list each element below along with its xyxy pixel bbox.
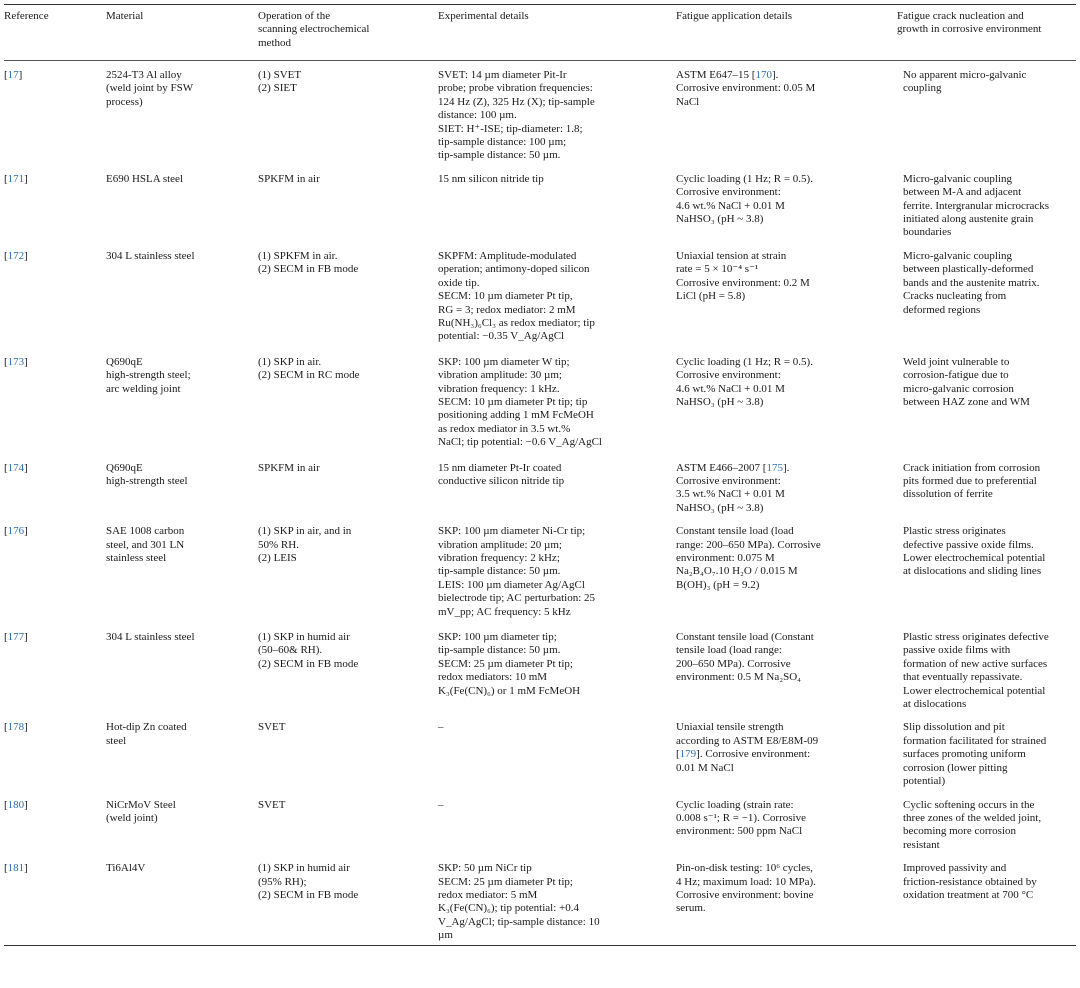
cell-line: micro-galvanic corrosion xyxy=(903,382,1014,395)
cell-line: Ru(NH₃)₆Cl₃ as redox mediator; tip xyxy=(438,316,595,329)
cell-line: distance: 100 µm. xyxy=(438,109,517,122)
cell-line: redox mediators: 10 mM xyxy=(438,671,548,684)
cell-line: (95% RH); xyxy=(258,875,307,888)
reference-line: [17] xyxy=(4,69,23,81)
operation-cell xyxy=(258,519,438,625)
cell-line: Slip dissolution and pit xyxy=(903,721,1005,734)
cell-line: ferrite. Intergranular microcracks xyxy=(903,199,1050,212)
experimental-cell xyxy=(438,715,676,792)
reference-line: [173] xyxy=(4,355,28,368)
header-crack: Fatigue crack nucleation and growth in corrosive environment xyxy=(897,10,1042,36)
cell-line: tip-sample distance: 50 µm. xyxy=(438,565,561,578)
cell-line: 0.01 M NaCl xyxy=(676,761,734,774)
cell-line: vibration amplitude: 30 µm; xyxy=(438,369,562,382)
cell-line: 3.5 wt.% NaCl + 0.01 M xyxy=(676,488,785,501)
cell-line: environment: 500 ppm NaCl xyxy=(676,825,803,838)
cell-line: µm xyxy=(438,929,453,942)
reference-line: [181] xyxy=(4,862,28,875)
cell-line: 304 L stainless steel xyxy=(106,631,195,644)
experimental-cell xyxy=(438,519,676,625)
table-row xyxy=(4,244,1076,350)
reference-link[interactable]: 17 xyxy=(7,69,19,81)
cell-line: Uniaxial tension at strain xyxy=(676,249,787,262)
crack-cell xyxy=(897,793,1076,857)
crack-cell xyxy=(897,244,1076,350)
operation-cell xyxy=(258,350,438,456)
cell-line: initiated along austenite grain xyxy=(903,213,1034,226)
cell-line: (2) SECM in FB mode xyxy=(258,263,359,276)
cell-line: – xyxy=(438,798,444,811)
material-cell xyxy=(106,244,258,350)
cell-line: K₃(Fe(CN)₆); tip potential: +0.4 xyxy=(438,902,579,915)
experimental-cell xyxy=(438,61,676,167)
reference-link[interactable]: 173 xyxy=(7,355,25,368)
cell-line: defective passive oxide films. xyxy=(903,538,1034,551)
cell-line: Constant tensile load (Constant xyxy=(676,631,814,644)
cell-line: between plastically-deformed xyxy=(903,263,1034,276)
material-cell xyxy=(106,856,258,945)
cell-line: steel xyxy=(106,734,127,747)
reference-cell xyxy=(4,350,106,456)
cell-line: 15 nm diameter Pt-Ir coated xyxy=(438,461,562,474)
reference-link[interactable]: 177 xyxy=(7,631,25,644)
cell-line: (50–60& RH). xyxy=(258,644,323,657)
cell-line: arc welding joint xyxy=(106,382,181,395)
cell-line: SPKFM in air xyxy=(258,172,320,185)
cell-line: K₃(Fe(CN)₆) or 1 mM FcMeOH xyxy=(438,684,581,697)
cell-line: high-strength steel; xyxy=(106,369,191,382)
cell-line: NaHSO₃ (pH ~ 3.8) xyxy=(676,501,764,514)
table-row xyxy=(4,856,1076,945)
cell-line: Corrosive environment: bovine xyxy=(676,888,814,901)
cell-line: RG = 3; redox mediator: 2 mM xyxy=(438,303,576,316)
cell-line: pits formed due to preferential xyxy=(903,474,1037,487)
operation-cell xyxy=(258,244,438,350)
cell-line: environment: 0.075 M xyxy=(676,552,775,564)
cell-line: process) xyxy=(106,95,143,108)
cell-line: potential: −0.35 V_Ag/AgCl xyxy=(438,330,565,343)
cell-line: Corrosive environment: xyxy=(676,369,781,382)
cell-line: NaHSO₃ (pH ~ 3.8) xyxy=(676,213,764,226)
cell-line: at dislocations and sliding lines xyxy=(903,565,1042,578)
cell-line: Micro-galvanic coupling xyxy=(903,172,1013,185)
cell-line: corrosion (lower pitting xyxy=(903,761,1008,774)
operation-cell xyxy=(258,456,438,520)
cell-line: redox mediator: 5 mM xyxy=(438,888,538,901)
cell-line: SAE 1008 carbon xyxy=(106,525,185,538)
cell-line: SKP: 50 µm NiCr tip xyxy=(438,862,532,875)
header-operation: Operation of the scanning electrochemical method xyxy=(258,10,370,49)
cell-line: vibration frequency: 1 kHz. xyxy=(438,382,560,395)
cell-line: at dislocations xyxy=(903,698,967,711)
cell-line: (1) SKP in humid air xyxy=(258,631,350,644)
table-row xyxy=(4,456,1076,520)
cell-line: passive oxide films with xyxy=(903,644,1011,657)
fatigue-cell xyxy=(676,350,897,456)
cell-line: formation facilitated for strained xyxy=(903,734,1047,747)
cell-line: Q690qE xyxy=(106,355,143,368)
reference-link[interactable]: 174 xyxy=(7,461,25,474)
cell-line: SECM: 25 µm diameter Pt tip; xyxy=(438,875,573,888)
cell-line: Crack initiation from corrosion xyxy=(903,461,1041,474)
cell-line: Lower electrochemical potential xyxy=(903,552,1046,564)
operation-cell xyxy=(258,793,438,857)
experimental-cell xyxy=(438,856,676,945)
reference-cell xyxy=(4,793,106,857)
cell-line: environment: 0.5 M Na₂SO₄ xyxy=(676,671,801,684)
crack-cell xyxy=(897,519,1076,625)
operation-cell xyxy=(258,167,438,244)
cell-line: E690 HSLA steel xyxy=(106,172,183,185)
cell-line: 4.6 wt.% NaCl + 0.01 M xyxy=(676,199,785,212)
cell-line: Improved passivity and xyxy=(903,862,1007,875)
cell-line: 200–650 MPa). Corrosive xyxy=(676,657,791,670)
reference-cell xyxy=(4,244,106,350)
cell-line: surfaces promoting uniform xyxy=(903,748,1026,761)
cell-text: ]. xyxy=(771,69,779,81)
cell-line: (1) SPKFM in air. xyxy=(258,249,338,262)
cell-line: 2524-T3 Al alloy xyxy=(106,69,182,81)
cell-line: potential) xyxy=(903,775,946,788)
cell-line: according to ASTM E8/E8M-09 xyxy=(676,734,819,747)
material-cell xyxy=(106,350,258,456)
reference-line: [172] xyxy=(4,249,28,262)
material-cell xyxy=(106,519,258,625)
experimental-cell xyxy=(438,625,676,715)
cell-line: stainless steel xyxy=(106,552,167,564)
header-reference: Reference xyxy=(4,10,49,22)
cell-line: mV_pp; AC frequency: 5 kHz xyxy=(438,605,571,618)
cell-line: 0.008 s⁻¹; R = −1). Corrosive xyxy=(676,811,806,824)
cell-line: 124 Hz (Z), 325 Hz (X); tip-sample xyxy=(438,95,595,108)
cell-line: Plastic stress originates xyxy=(903,525,1006,538)
cell-line: NaCl xyxy=(676,95,700,108)
cell-line: dissolution of ferrite xyxy=(903,488,993,501)
reference-cell xyxy=(4,519,106,625)
material-cell xyxy=(106,715,258,792)
operation-cell xyxy=(258,856,438,945)
fatigue-corrosion-table xyxy=(4,4,1076,946)
table-row xyxy=(4,715,1076,792)
cell-line: SKP: 100 µm diameter tip; xyxy=(438,631,557,644)
reference-cell xyxy=(4,856,106,945)
cell-line: NaHSO₃ (pH ~ 3.8) xyxy=(676,395,764,408)
cell-line: Corrosive environment: xyxy=(676,186,781,199)
reference-link[interactable]: 178 xyxy=(7,721,25,734)
reference-line: [177] xyxy=(4,631,28,644)
cell-line: Cracks nucleating from xyxy=(903,290,1007,303)
cell-line: SPKFM in air xyxy=(258,461,320,474)
cell-line: (1) SVET xyxy=(258,69,302,81)
fatigue-cell xyxy=(676,715,897,792)
cell-line: SECM: 10 µm diameter Pt tip, xyxy=(438,290,573,303)
cell-line: No apparent micro-galvanic xyxy=(903,69,1027,81)
cell-line: Cyclic loading (strain rate: xyxy=(676,798,794,811)
reference-cell xyxy=(4,61,106,167)
cell-line: Uniaxial tensile strength xyxy=(676,721,784,734)
cell-line: that eventually repassivate. xyxy=(903,671,1023,684)
cell-line: [179]. Corrosive environment: xyxy=(676,748,811,761)
cell-line: tip-sample distance: 50 µm. xyxy=(438,644,561,657)
reference-line: [178] xyxy=(4,721,28,734)
reference-cell xyxy=(4,456,106,520)
cell-line: operation; antimony-doped silicon xyxy=(438,263,590,276)
experimental-cell xyxy=(438,167,676,244)
cell-line: 304 L stainless steel xyxy=(106,249,195,262)
reference-cell xyxy=(4,167,106,244)
cell-line: high-strength steel xyxy=(106,474,188,487)
cell-line: friction-resistance obtained by xyxy=(903,875,1037,888)
cell-text: ]. Corrosive environment: xyxy=(696,748,811,761)
reference-cell xyxy=(4,625,106,715)
cell-line: vibration frequency: 2 kHz; xyxy=(438,552,560,564)
cell-text: ]. xyxy=(782,461,790,474)
reference-line: [180] xyxy=(4,798,28,811)
cell-line: (2) SECM in RC mode xyxy=(258,369,360,382)
fatigue-cell xyxy=(676,244,897,350)
fatigue-cell xyxy=(676,61,897,167)
cell-line: positioning adding 1 mM FcMeOH xyxy=(438,409,594,422)
cell-line: Corrosive environment: 0.05 M xyxy=(676,82,816,95)
cell-line: NiCrMoV Steel xyxy=(106,798,176,811)
cell-line: (1) SKP in humid air xyxy=(258,862,350,875)
reference-line: [174] xyxy=(4,461,28,474)
cell-line: resistant xyxy=(903,838,940,851)
cell-line: oxidation treatment at 700 °C xyxy=(903,888,1034,901)
cell-line: SKPFM: Amplitude-modulated xyxy=(438,249,577,262)
reference-link[interactable]: 170 xyxy=(755,69,772,81)
fatigue-cell xyxy=(676,625,897,715)
cell-line: NaCl; tip potential: −0.6 V_Ag/AgCl xyxy=(438,436,602,449)
cell-line: becoming more corrosion xyxy=(903,825,1017,838)
cell-line: between HAZ zone and WM xyxy=(903,395,1030,408)
reference-link[interactable]: 179 xyxy=(679,748,697,761)
operation-cell xyxy=(258,625,438,715)
table-row xyxy=(4,519,1076,625)
reference-line: [176] xyxy=(4,525,28,538)
header-experimental: Experimental details xyxy=(438,10,529,22)
fatigue-cell xyxy=(676,856,897,945)
cell-line: Corrosive environment: xyxy=(676,474,781,487)
cell-line: deformed regions xyxy=(903,303,981,316)
cell-line: probe; probe vibration frequencies: xyxy=(438,82,593,95)
cell-line: SECM: 25 µm diameter Pt tip; xyxy=(438,657,573,670)
material-cell xyxy=(106,61,258,167)
table-row xyxy=(4,793,1076,857)
table-row xyxy=(4,61,1076,167)
cell-line: (weld joint by FSW xyxy=(106,82,194,95)
cell-line xyxy=(676,462,893,475)
cell-line: SKP: 100 µm diameter Ni-Cr tip; xyxy=(438,525,586,538)
reference-link[interactable]: 175 xyxy=(766,461,783,474)
cell-line: SECM: 10 µm diameter Pt tip; tip xyxy=(438,395,588,408)
crack-cell xyxy=(897,61,1076,167)
cell-line: SVET: 14 µm diameter Pit-Ir xyxy=(438,69,567,81)
cell-line: V_Ag/AgCl; tip-sample distance: 10 xyxy=(438,915,600,928)
crack-cell xyxy=(897,856,1076,945)
cell-line: formation of new active surfaces xyxy=(903,657,1048,670)
cell-line: range: 200–650 MPa). Corrosive xyxy=(676,538,821,551)
experimental-cell xyxy=(438,456,676,520)
header-fatigue: Fatigue application details xyxy=(676,10,793,22)
reference-cell xyxy=(4,715,106,792)
table-row xyxy=(4,350,1076,456)
cell-line: Na₂B₄O₇.10 H₂O / 0.015 M xyxy=(676,565,798,578)
cell-text: ASTM E466–2007 [ xyxy=(676,461,767,474)
cell-line: Cyclic loading (1 Hz; R = 0.5). xyxy=(676,355,813,368)
cell-line: (2) LEIS xyxy=(258,552,297,564)
crack-cell xyxy=(897,350,1076,456)
cell-line: 50% RH. xyxy=(258,538,299,551)
cell-line: (2) SECM in FB mode xyxy=(258,657,359,670)
cell-line: Weld joint vulnerable to xyxy=(903,355,1010,368)
cell-line: as redox mediator in 3.5 wt.% xyxy=(438,422,571,435)
cell-text: ASTM E647–15 [ xyxy=(676,69,756,81)
cell-line: oxide tip. xyxy=(438,276,480,289)
fatigue-cell xyxy=(676,167,897,244)
cell-line: bielectrode tip; AC perturbation: 25 xyxy=(438,592,596,605)
cell-line: (2) SIET xyxy=(258,82,297,95)
cell-line: conductive silicon nitride tip xyxy=(438,474,565,487)
cell-line: Micro-galvanic coupling xyxy=(903,249,1013,262)
cell-line: Ti6Al4V xyxy=(106,862,146,875)
crack-cell xyxy=(897,456,1076,520)
experimental-cell xyxy=(438,350,676,456)
cell-line: bands and the austenite matrix. xyxy=(903,276,1040,289)
table-row xyxy=(4,625,1076,715)
header-material: Material xyxy=(106,10,144,22)
cell-line: B(OH)₃ (pH = 9.2) xyxy=(676,578,760,591)
reference-link[interactable]: 181 xyxy=(7,862,25,875)
cell-line: SVET xyxy=(258,798,286,811)
material-cell xyxy=(106,625,258,715)
fatigue-cell xyxy=(676,456,897,520)
cell-line xyxy=(676,69,893,82)
crack-cell xyxy=(897,625,1076,715)
cell-line: steel, and 301 LN xyxy=(106,538,185,551)
cell-line: Constant tensile load (load xyxy=(676,525,794,538)
cell-line: Q690qE xyxy=(106,461,143,474)
table-row xyxy=(4,167,1076,244)
cell-line: (weld joint) xyxy=(106,811,158,824)
cell-line: between M-A and adjacent xyxy=(903,186,1022,199)
cell-line: vibration amplitude: 20 µm; xyxy=(438,538,562,551)
cell-line: (2) SECM in FB mode xyxy=(258,888,359,901)
cell-line: tip-sample distance: 100 µm; xyxy=(438,136,567,149)
cell-line: LiCl (pH = 5.8) xyxy=(676,290,746,303)
cell-line: three zones of the welded joint, xyxy=(903,811,1042,824)
table-body xyxy=(4,61,1076,946)
experimental-cell xyxy=(438,793,676,857)
cell-line: tensile load (load range: xyxy=(676,644,782,657)
header-row xyxy=(4,5,1076,61)
cell-line: tip-sample distance: 50 µm. xyxy=(438,149,561,162)
cell-line: Cyclic loading (1 Hz; R = 0.5). xyxy=(676,172,813,185)
cell-line: coupling xyxy=(903,82,942,95)
cell-line: corrosion-fatigue due to xyxy=(903,369,1009,382)
cell-line: SIET: H⁺-ISE; tip-diameter: 1.8; xyxy=(438,122,583,135)
cell-line: Plastic stress originates defective xyxy=(903,631,1049,644)
cell-line: (1) SKP in air. xyxy=(258,355,322,368)
material-cell xyxy=(106,167,258,244)
cell-line: 4.6 wt.% NaCl + 0.01 M xyxy=(676,382,785,395)
material-cell xyxy=(106,793,258,857)
crack-cell xyxy=(897,715,1076,792)
reference-line: [171] xyxy=(4,172,28,185)
cell-line: 4 Hz; maximum load: 10 MPa). xyxy=(676,875,816,888)
cell-line: serum. xyxy=(676,902,706,915)
reference-link[interactable]: 180 xyxy=(7,798,25,811)
cell-line: – xyxy=(438,721,444,734)
cell-line: Pin-on-disk testing: 10⁶ cycles, xyxy=(676,862,814,875)
crack-cell xyxy=(897,167,1076,244)
experimental-cell xyxy=(438,244,676,350)
reference-link[interactable]: 176 xyxy=(7,525,25,538)
table-header xyxy=(4,5,1076,61)
operation-cell xyxy=(258,715,438,792)
reference-link[interactable]: 172 xyxy=(7,249,25,262)
cell-line: Cyclic softening occurs in the xyxy=(903,798,1035,811)
fatigue-cell xyxy=(676,793,897,857)
cell-line: Hot-dip Zn coated xyxy=(106,721,187,734)
fatigue-cell xyxy=(676,519,897,625)
cell-line: (1) SKP in air, and in xyxy=(258,525,352,538)
cell-line: Corrosive environment: 0.2 M xyxy=(676,276,810,289)
cell-line: SVET xyxy=(258,721,286,734)
material-cell xyxy=(106,456,258,520)
cell-line: boundaries xyxy=(903,226,952,239)
cell-line: Lower electrochemical potential xyxy=(903,684,1046,697)
cell-line: rate = 5 × 10⁻⁴ s⁻¹ xyxy=(676,263,759,276)
operation-cell xyxy=(258,61,438,167)
reference-link[interactable]: 171 xyxy=(7,172,25,185)
cell-line: LEIS: 100 µm diameter Ag/AgCl xyxy=(438,578,585,591)
cell-line: 15 nm silicon nitride tip xyxy=(438,172,544,185)
cell-line: SKP: 100 µm diameter W tip; xyxy=(438,355,570,368)
